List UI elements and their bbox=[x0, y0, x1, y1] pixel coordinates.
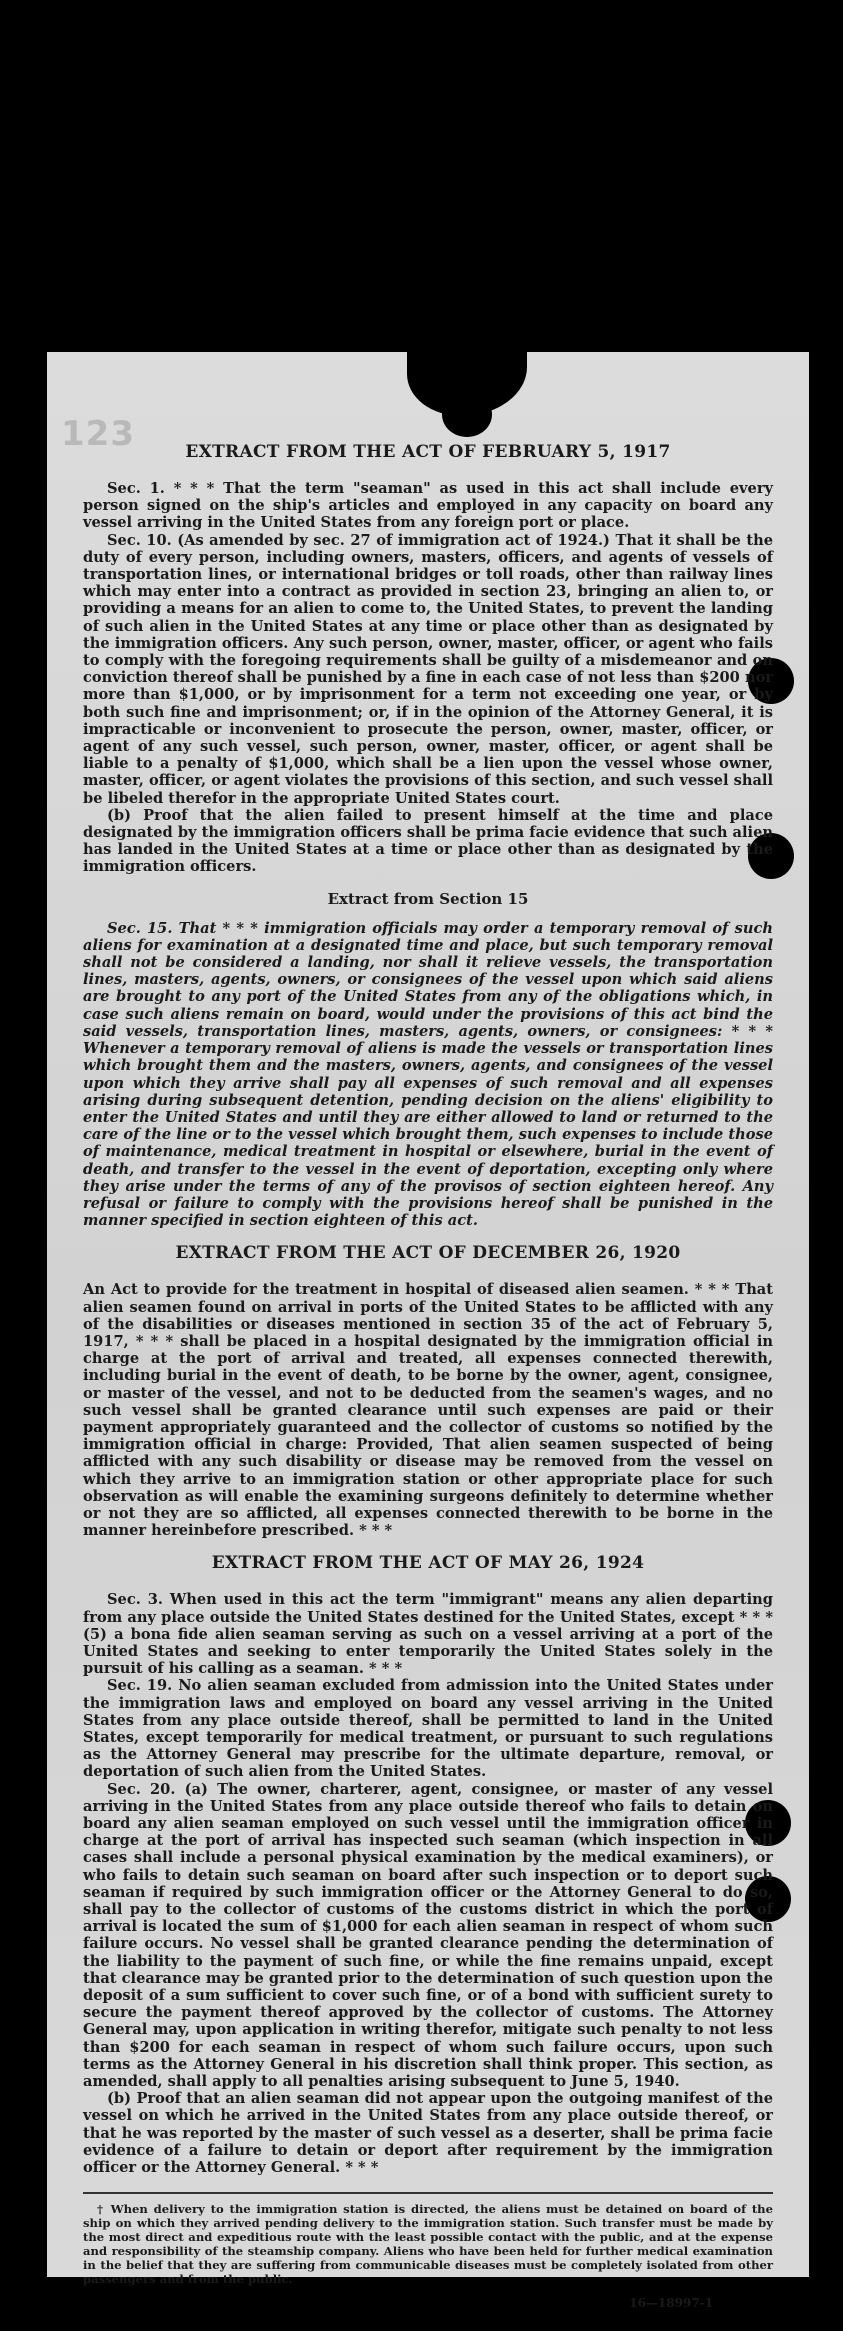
document-body bbox=[83, 442, 773, 2310]
sec1-paragraph: Sec. 1. * * * That the term "seaman" as used in this act shall include every person signed on the ship's articles and employed in any capacity on board any vessel arriving in the United States from any foreign port or place. bbox=[83, 480, 773, 532]
heading-dec-1920: EXTRACT FROM THE ACT OF DECEMBER 26, 1920 bbox=[175, 1243, 681, 1264]
form-code: 16—18997-1 bbox=[629, 2296, 713, 2311]
dec-1920-paragraph: An Act to provide for the treatment in hospital of diseased alien seamen. * * * That alien seamen found on arrival in ports of the United States to be afflicted with any of the disabilities or diseases mentioned in section 35 of the act of February 5, 1917, * * * shall be placed in a hospital designated by the immigration official in charge at the port of arrival and treated, all expenses connected therewith, including burial in the event of death, to be borne by the owner, agent, consignee, or master of the vessel, and not to be deducted from the seamen's wages, and no such vessel shall be granted clearance until such expenses are paid or their payment appropriately guaranteed and the collector of customs so notified by the immigration official in charge: Provided, That alien seamen suspected of being afflicted with any such disability or disease may be removed from the vessel on which they arrive to an immigration station or other appropriate place for such observation as will enable the examining surgeons definitely to determine whether or not they are so afflicted, all expenses connected therewith to be borne in the manner hereinbefore prescribed. * * * bbox=[83, 1281, 773, 1540]
margin-mark: 123 bbox=[61, 414, 135, 454]
sec10b-paragraph: (b) Proof that the alien failed to present himself at the time and place designated by the immigration officers shall be prima facie evidence that such alien has landed in the United States at a time or place other than as designated by the immigration officers. bbox=[83, 806, 773, 876]
section-dec-1920 bbox=[83, 1243, 773, 1539]
section-may-1924 bbox=[83, 1553, 773, 2176]
torn-edge-hole bbox=[442, 392, 492, 437]
section-feb-1917 bbox=[83, 442, 773, 876]
heading-feb-1917: EXTRACT FROM THE ACT OF FEBRUARY 5, 1917 bbox=[185, 442, 671, 462]
footnote: † When delivery to the immigration station is directed, the aliens must be detained on board of the ship on which they arrived pending delivery to the immigration station. Such transfer must be made by the most direct and expeditious route with the least possible contact with the public, and at the expense and responsibility of the steamship company. Aliens who have been held for further medical examination in the belief that they are suffering from communicable diseases must be completely isolated from other passengers and from the public. bbox=[83, 2202, 773, 2287]
footnote-divider bbox=[83, 2192, 773, 2194]
sec3-paragraph: Sec. 3. When used in this act the term "immigrant" means any alien departing from any place outside the United States destined for the United States, except * * * (5) a bona fide alien seaman serving as such on a vessel arriving at a port of the United States and seeking to enter temporarily the United States solely in the pursuit of his calling as a seaman. * * * bbox=[83, 1591, 773, 1678]
section-15 bbox=[83, 890, 773, 1230]
sec20a-paragraph: Sec. 20. (a) The owner, charterer, agent, consignee, or master of any vessel arriving in the United States from any place outside thereof who fails to detain on board any alien seaman employed on such vessel until the immigration officer in charge at the port of arrival has inspected such seaman (which inspection in all cases shall include a personal physical examination by the medical examiners), or who fails to detain such seaman on board after such inspection or to deport such seaman if required by such immigration officer or the Attorney General to do so, shall pay to the collector of customs of the customs district in which the port of arrival is located the sum of $1,000 for each alien seaman in respect of whom such failure occurs. No vessel shall be granted clearance pending the determination of the liability to the payment of such fine, or while the fine remains unpaid, except that clearance may be granted prior to the determination of such question upon the deposit of a sum sufficient to cover such fine, or of a bond with sufficient surety to secure the payment thereof approved by the collector of customs. The Attorney General may, upon application in writing therefor, mitigate such penalty to not less than $200 for each seaman in respect of whom such failure occurs, upon such terms as the Attorney General in his discretion shall think proper. This section, as amended, shall apply to all penalties arising subsequent to June 5, 1940. bbox=[83, 1780, 773, 2091]
heading-section-15: Extract from Section 15 bbox=[327, 889, 529, 908]
sec19-paragraph: Sec. 19. No alien seaman excluded from admission into the United States under the immigration laws and employed on board any vessel arriving in the United States from any place outside thereof, shall be permitted to land in the United States, except temporarily for medical treatment, or pursuant to such regulations as the Attorney General may prescribe for the ultimate departure, removal, or deportation of such alien from the United States. bbox=[83, 1677, 773, 1781]
document-page bbox=[47, 352, 809, 2311]
heading-may-1924: EXTRACT FROM THE ACT OF MAY 26, 1924 bbox=[211, 1553, 645, 1574]
sec10-paragraph: Sec. 10. (As amended by sec. 27 of immigration act of 1924.) That it shall be the duty of every person, including owners, masters, officers, and agents of vessels of transportation lines, or international bridges or toll roads, other than railway lines which may enter into a contract as provided in section 23, bringing an alien to, or providing a means for an alien to come to, the United States, to prevent the landing of such alien in the United States at any time or place other than as designated by the immigration officers. Any such person, owner, master, officer, or agent who fails to comply with the foregoing requirements shall be guilty of a misdemeanor and on conviction thereof shall be punished by a fine in each case of not less than $200 nor more than $1,000, or by imprisonment for a term not exceeding one year, or by both such fine and imprisonment; or, if in the opinion of the Attorney General, it is impracticable or inconvenient to prosecute the person, owner, master, officer, or agent of any such vessel, such person, owner, master, officer, or agent shall be liable to a penalty of $1,000, which shall be a lien upon the vessel whose owner, master, officer, or agent violates the provisions of this section, and such vessel shall be libeled therefor in the appropriate United States court. bbox=[83, 531, 773, 807]
sec15-paragraph: Sec. 15. That * * * immigration officials may order a temporary removal of such aliens for examination at a designated time and place, but such temporary removal shall not be considered a landing, nor shall it relieve vessels, the transportation lines, masters, agents, owners, or consignees of the vessel upon which said aliens are brought to any port of the United States from any of the obligations which, in case such aliens remain on board, would under the provisions of this act bind the said vessels, transportation lines, masters, agents, owners, or consignees: * * * Whenever a temporary removal of aliens is made the vessels or transportation lines which brought them and the masters, owners, agents, and consignees of the vessel upon which they arrive shall pay all expenses of such removal and all expenses arising during subsequent detention, pending decision on the aliens' eligibility to enter the United States and until they are either allowed to land or returned to the care of the line or to the vessel which brought them, such expenses to include those of maintenance, medical treatment in hospital or elsewhere, burial in the event of death, and transfer to the vessel in the event of deportation, excepting only where they arise under the terms of any of the provisos of section eighteen hereof. Any refusal or failure to comply with the provisions hereof shall be punished in the manner specified in section eighteen of this act. bbox=[83, 919, 773, 1230]
sec20b-paragraph: (b) Proof that an alien seaman did not appear upon the outgoing manifest of the vessel on which he arrived in the United States from any place outside thereof, or that he was reported by the master of such vessel as a deserter, shall be prima facie evidence of a failure to detain or deport after requirement by the immigration officer or the Attorney General. * * * bbox=[83, 2090, 773, 2177]
